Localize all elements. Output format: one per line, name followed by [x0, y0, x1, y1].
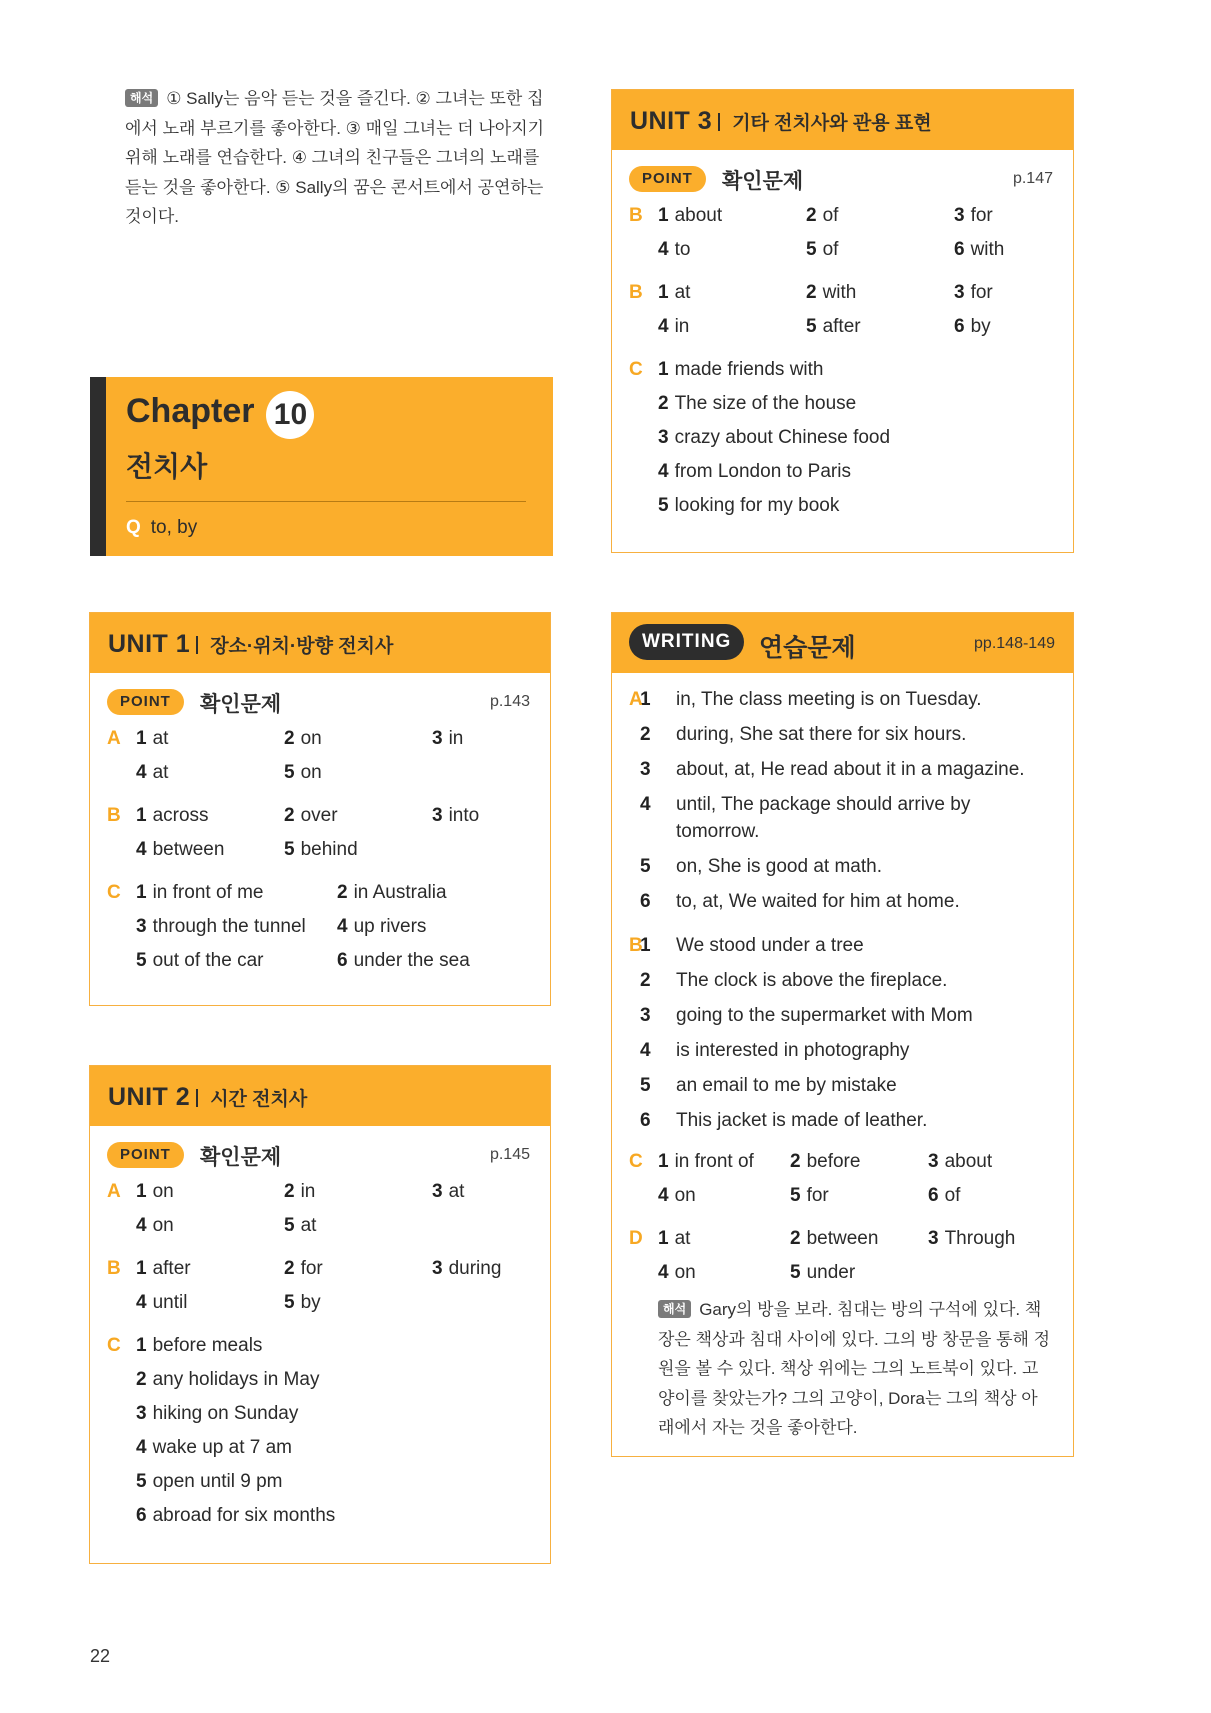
item-number: 1 [136, 1181, 147, 1202]
answer-row [90, 1287, 550, 1321]
unit3-header [612, 90, 1073, 150]
item-number: 4 [658, 239, 669, 260]
unit2-name: UNIT 2 [108, 1083, 191, 1111]
answer: between [806, 1228, 879, 1249]
item-number: 2 [806, 205, 817, 226]
answer-row [612, 1257, 1073, 1291]
item-number: 5 [284, 1215, 295, 1236]
unit3-point-row [612, 150, 1073, 200]
q-text: to, by [150, 517, 198, 538]
item-number: 1 [658, 1228, 669, 1249]
answer: out of the car [152, 950, 264, 971]
translation-text: Gary의 방을 보라. 침대는 방의 구석에 있다. 책장은 책상과 침대 사이에 있다. 그의 방 창문을 통해 정원을 볼 수 있다. 책상 위에는 그의 노트북이 있다. 고양이를 찾았는가? 그의 고양이, Dora는 그의 책상 아래에서 자는 것을 좋아한다. [658, 1300, 1051, 1437]
answer-row [612, 1180, 1073, 1214]
item-number: 4 [136, 762, 147, 783]
item-number: 3 [432, 1181, 443, 1202]
answer: with [822, 282, 857, 303]
answer-row [612, 456, 1073, 490]
separator [196, 636, 198, 654]
answer: between [152, 839, 225, 860]
answer: going to the supermarket with Mom [676, 1005, 973, 1026]
answer: until, The package should arrive by tomorrow. [676, 794, 971, 842]
item-number: 2 [284, 728, 295, 749]
item-number: 3 [954, 282, 965, 303]
answer: over [300, 805, 338, 826]
answer-row [612, 716, 1073, 751]
section-label: C [107, 1335, 121, 1356]
item-number: 1 [136, 805, 147, 826]
answer: to, at, We waited for him at home. [676, 891, 960, 912]
answer: on [152, 1215, 174, 1236]
answer-row [612, 277, 1073, 311]
answer: The size of the house [674, 393, 857, 414]
answer: in [300, 1181, 316, 1202]
page-number: 22 [90, 1646, 111, 1666]
answer: an email to me by mistake [676, 1075, 897, 1096]
item-number: 1 [640, 689, 651, 710]
answer: in front of me [152, 882, 264, 903]
answer: for [806, 1185, 829, 1206]
section-label: C [107, 882, 121, 903]
answer: abroad for six months [152, 1505, 336, 1526]
q-label: Q [126, 517, 141, 538]
answer: on [152, 1181, 174, 1202]
point-title: 확인문제 [200, 1146, 282, 1169]
answer: Through [944, 1228, 1016, 1249]
item-number: 5 [790, 1262, 801, 1283]
answer: before [806, 1151, 861, 1172]
page-ref: p.143 [489, 693, 530, 710]
item-number: 3 [658, 427, 669, 448]
answer: on, She is good at math. [676, 856, 882, 877]
answer: after [152, 1258, 191, 1279]
item-number: 5 [284, 1292, 295, 1313]
item-number: 2 [337, 882, 348, 903]
answer-row [90, 1253, 550, 1287]
chapter-label: Chapter [126, 392, 255, 430]
answer-row [612, 200, 1073, 234]
answer-row [612, 1032, 1073, 1067]
section-label: A [107, 728, 121, 749]
unit2-header [90, 1066, 550, 1126]
item-number: 1 [136, 1258, 147, 1279]
answer-row [90, 834, 550, 868]
item-number: 6 [640, 891, 651, 912]
answer-row [90, 1176, 550, 1210]
answer-row [612, 1223, 1073, 1257]
item-number: 5 [136, 950, 147, 971]
item-number: 5 [136, 1471, 147, 1492]
item-number: 6 [928, 1185, 939, 1206]
translation-tag: 해석 [125, 89, 158, 107]
item-number: 3 [954, 205, 965, 226]
answer: at [300, 1215, 317, 1236]
unit1-point-row [90, 673, 550, 723]
answer: on [300, 762, 322, 783]
writing-translation [658, 1295, 1053, 1443]
item-number: 4 [640, 794, 651, 815]
item-number: 5 [640, 856, 651, 877]
page-ref: pp.148-149 [974, 635, 1055, 652]
answer-row [90, 1364, 550, 1398]
answer-row [612, 422, 1073, 456]
answer: in Australia [353, 882, 447, 903]
answer: up rivers [353, 916, 427, 937]
item-number: 2 [658, 393, 669, 414]
item-number: 2 [284, 1258, 295, 1279]
writing-title: 연습문제 [759, 634, 856, 662]
item-number: 1 [136, 882, 147, 903]
unit3-box [611, 89, 1074, 553]
answer: at [448, 1181, 465, 1202]
item-number: 1 [658, 282, 669, 303]
answer: on [674, 1185, 696, 1206]
answer: before meals [152, 1335, 263, 1356]
answer-row [612, 927, 1073, 962]
answer: This jacket is made of leather. [676, 1110, 928, 1131]
section-label: C [629, 1151, 643, 1172]
item-number: 3 [432, 805, 443, 826]
section-label: D [629, 1228, 643, 1249]
item-number: 5 [284, 839, 295, 860]
answer-row [612, 234, 1073, 268]
answer: hiking on Sunday [152, 1403, 299, 1424]
page-ref: p.145 [489, 1146, 530, 1163]
answer-row [612, 311, 1073, 345]
item-number: 4 [658, 461, 669, 482]
answer-row [612, 681, 1073, 716]
answer: for [970, 205, 993, 226]
answer-row [90, 1466, 550, 1500]
answer-row [612, 848, 1073, 883]
item-number: 3 [136, 916, 147, 937]
section-label: B [107, 1258, 121, 1279]
answer: for [300, 1258, 323, 1279]
answer: on [300, 728, 322, 749]
section-label: B [107, 805, 121, 826]
answer: open until 9 pm [152, 1471, 283, 1492]
answer: after [822, 316, 861, 337]
writing-box [611, 612, 1074, 1457]
point-title: 확인문제 [722, 170, 804, 193]
answer: in [674, 316, 690, 337]
chapter-side-bar [90, 377, 106, 556]
item-number: 5 [284, 762, 295, 783]
translation-tag: 해석 [658, 1300, 691, 1318]
answer: at [152, 762, 169, 783]
item-number: 1 [658, 359, 669, 380]
answer-row [612, 1102, 1073, 1137]
answer-row [612, 388, 1073, 422]
answer: under the sea [353, 950, 470, 971]
answer: for [970, 282, 993, 303]
item-number: 3 [928, 1228, 939, 1249]
item-number: 4 [136, 1215, 147, 1236]
item-number: 4 [658, 1262, 669, 1283]
answer-row [90, 1330, 550, 1364]
answer: into [448, 805, 480, 826]
item-number: 4 [640, 1040, 651, 1061]
point-badge: POINT [107, 689, 184, 715]
item-number: 3 [432, 728, 443, 749]
answer: in [448, 728, 464, 749]
answer-row [612, 883, 1073, 918]
answer: of [944, 1185, 961, 1206]
answer: on [674, 1262, 696, 1283]
item-number: 5 [806, 316, 817, 337]
point-title: 확인문제 [200, 693, 282, 716]
item-number: 3 [136, 1403, 147, 1424]
item-number: 2 [790, 1228, 801, 1249]
chapter-question [126, 517, 197, 539]
answer: of [822, 205, 839, 226]
answer: during [448, 1258, 502, 1279]
item-number: 1 [658, 1151, 669, 1172]
answer-row [90, 1500, 550, 1534]
answer: crazy about Chinese food [674, 427, 891, 448]
answer: until [152, 1292, 188, 1313]
item-number: 1 [136, 1335, 147, 1356]
unit1-name: UNIT 1 [108, 630, 191, 658]
point-badge: POINT [629, 166, 706, 192]
item-number: 2 [640, 970, 651, 991]
answer: in front of [674, 1151, 754, 1172]
item-number: 6 [954, 316, 965, 337]
translation-text: ① Sally는 음악 듣는 것을 즐긴다. ② 그녀는 또한 집에서 노래 부르기를 좋아한다. ③ 매일 그녀는 더 나아지기 위해 노래를 연습한다. ④ 그녀의 친구들은 그녀의 노래를 듣는 것을 좋아한다. ⑤ Sally의 꿈은 콘서트에서 공연하는 것이다. [125, 89, 545, 226]
unit1-box [89, 612, 551, 1006]
answer: looking for my book [674, 495, 840, 516]
answer-row [612, 1146, 1073, 1180]
answer: under [806, 1262, 856, 1283]
answer: to [674, 239, 691, 260]
answer: at [674, 1228, 691, 1249]
item-number: 1 [640, 935, 651, 956]
answer: is interested in photography [676, 1040, 910, 1061]
answer: The clock is above the fireplace. [676, 970, 948, 991]
unit1-title: 장소·위치·방향 전치사 [210, 636, 394, 657]
item-number: 2 [640, 724, 651, 745]
answer-row [612, 490, 1073, 524]
section-label: A [629, 689, 643, 710]
unit3-title: 기타 전치사와 관용 표현 [732, 113, 932, 134]
answer: of [822, 239, 839, 260]
answer: about [674, 205, 723, 226]
section-label: B [629, 205, 643, 226]
item-number: 3 [928, 1151, 939, 1172]
chapter-header [90, 377, 553, 556]
answer-row [612, 751, 1073, 786]
answer: behind [300, 839, 358, 860]
chapter-title [126, 391, 314, 439]
answer: with [970, 239, 1005, 260]
answer: We stood under a tree [676, 935, 864, 956]
answer: wake up at 7 am [152, 1437, 292, 1458]
item-number: 3 [640, 759, 651, 780]
chapter-number: 10 [266, 391, 314, 439]
unit3-name: UNIT 3 [630, 107, 713, 135]
answer-row [612, 962, 1073, 997]
unit2-point-row [90, 1126, 550, 1176]
answer-row [612, 1067, 1073, 1102]
item-number: 2 [284, 805, 295, 826]
page-ref: p.147 [1012, 170, 1053, 187]
answer-row [90, 911, 550, 945]
answer-row [90, 945, 550, 979]
item-number: 5 [640, 1075, 651, 1096]
answer: by [970, 316, 991, 337]
item-number: 4 [136, 839, 147, 860]
answer: through the tunnel [152, 916, 306, 937]
section-label: B [629, 282, 643, 303]
item-number: 2 [284, 1181, 295, 1202]
chapter-divider [126, 501, 526, 502]
item-number: 4 [658, 316, 669, 337]
section-label: A [107, 1181, 121, 1202]
answer: by [300, 1292, 321, 1313]
writing-badge: WRITING [629, 624, 744, 660]
answer-row [90, 1432, 550, 1466]
unit2-title: 시간 전치사 [210, 1089, 308, 1110]
answer-row [90, 757, 550, 791]
item-number: 5 [658, 495, 669, 516]
chapter-subtitle: 전치사 [126, 451, 208, 482]
answer: about, at, He read about it in a magazine. [676, 759, 1025, 780]
item-number: 2 [806, 282, 817, 303]
separator [196, 1089, 198, 1107]
answer-row [90, 1398, 550, 1432]
unit1-header [90, 613, 550, 673]
item-number: 6 [640, 1110, 651, 1131]
writing-header [612, 613, 1073, 673]
answer: at [674, 282, 691, 303]
item-number: 3 [432, 1258, 443, 1279]
item-number: 4 [136, 1292, 147, 1313]
answer-row [90, 800, 550, 834]
answer: in, The class meeting is on Tuesday. [676, 689, 982, 710]
item-number: 2 [136, 1369, 147, 1390]
item-number: 4 [658, 1185, 669, 1206]
item-number: 6 [337, 950, 348, 971]
answer: about [944, 1151, 993, 1172]
answer-row [612, 997, 1073, 1032]
section-label: C [629, 359, 643, 380]
item-number: 6 [136, 1505, 147, 1526]
item-number: 5 [806, 239, 817, 260]
item-number: 4 [136, 1437, 147, 1458]
item-number: 3 [640, 1005, 651, 1026]
answer: during, She sat there for six hours. [676, 724, 967, 745]
item-number: 1 [136, 728, 147, 749]
answer-row [90, 1210, 550, 1244]
point-badge: POINT [107, 1142, 184, 1168]
answer-row [90, 877, 550, 911]
answer-row [90, 723, 550, 757]
item-number: 5 [790, 1185, 801, 1206]
answer-row [612, 786, 1073, 848]
unit2-box [89, 1065, 551, 1564]
answer: any holidays in May [152, 1369, 320, 1390]
answer: made friends with [674, 359, 824, 380]
item-number: 4 [337, 916, 348, 937]
top-translation [125, 84, 555, 232]
answer-row [612, 354, 1073, 388]
item-number: 6 [954, 239, 965, 260]
item-number: 1 [658, 205, 669, 226]
answer: at [152, 728, 169, 749]
section-label: B [629, 935, 643, 956]
answer: from London to Paris [674, 461, 851, 482]
separator [718, 113, 720, 131]
answer: across [152, 805, 209, 826]
item-number: 2 [790, 1151, 801, 1172]
